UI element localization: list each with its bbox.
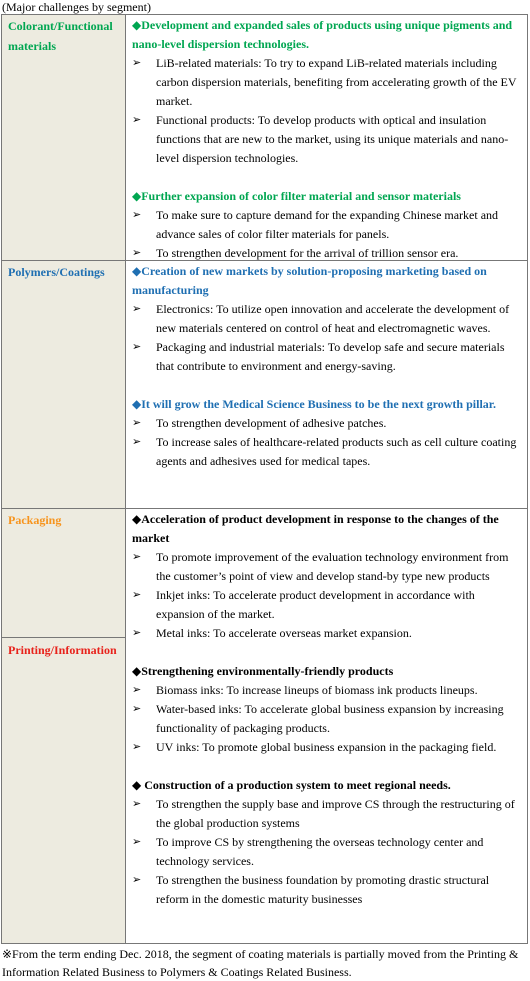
arrow-bullet-icon: ➢ [132, 684, 142, 696]
colorant-content [132, 16, 524, 263]
colorant-heading-2: ◆Further expansion of color filter material and sensor materials [132, 189, 461, 203]
list-item: ➢ To strengthen the business foundation by promoting drastic structural reform in the domestic maturity businesses [132, 873, 490, 906]
shared-heading-2: ◆Strengthening environmentally-friendly products [132, 664, 394, 678]
arrow-bullet-icon: ➢ [132, 741, 142, 753]
arrow-bullet-icon: ➢ [132, 57, 142, 69]
segment-label-colorant: Colorant/Functional materials [8, 19, 113, 53]
list-item: ➢ To make sure to capture demand for the expanding Chinese market and advance sales of color filter materials for panels. [132, 208, 499, 241]
row-divider [2, 637, 126, 638]
segment-label-printing: Printing/Information [8, 643, 117, 657]
segment-label-polymers: Polymers/Coatings [8, 265, 105, 279]
list-item: ➢ Packaging and industrial materials: To develop safe and secure materials that contribute to environment and energy-saving. [132, 340, 505, 373]
polymers-heading-1: ◆Creation of new markets by solution-proposing marketing based on manufacturing [132, 264, 487, 297]
row-divider [2, 508, 527, 509]
arrow-bullet-icon: ➢ [132, 436, 142, 448]
arrow-bullet-icon: ➢ [132, 551, 142, 563]
polymers-heading-2: ◆It will grow the Medical Science Business to be the next growth pillar. [132, 397, 496, 411]
polymers-content [132, 262, 524, 471]
arrow-bullet-icon: ➢ [132, 303, 142, 315]
list-item: ➢ LiB-related materials: To try to expand LiB-related materials including carbon dispersion materials, benefiting from accelerating growth of the EV market. [132, 56, 517, 108]
list-item: ➢ Biomass inks: To increase lineups of biomass ink products lineups. [132, 681, 524, 700]
list-item: ➢ To strengthen development for the arrival of trillion sensor era. [132, 244, 524, 263]
list-item: ➢ UV inks: To promote global business expansion in the packaging field. [132, 738, 524, 757]
shared-heading-3: ◆ Construction of a production system to meet regional needs. [132, 778, 451, 792]
arrow-bullet-icon: ➢ [132, 417, 142, 429]
shared-heading-1: ◆Acceleration of product development in response to the changes of the market [132, 512, 499, 545]
arrow-bullet-icon: ➢ [132, 341, 142, 353]
arrow-bullet-icon: ➢ [132, 627, 142, 639]
challenges-table [1, 14, 528, 944]
list-item: ➢ Inkjet inks: To accelerate product development in accordance with expansion of the market. [132, 588, 475, 621]
arrow-bullet-icon: ➢ [132, 798, 142, 810]
list-item: ➢ Electronics: To utilize open innovation and accelerate the development of new materials centered on control of heat and electromagnetic waves. [132, 302, 510, 335]
list-item: ➢ To strengthen development of adhesive patches. [132, 414, 524, 433]
list-item: ➢ To strengthen the supply base and improve CS through the restructuring of the global production systems [132, 797, 515, 830]
list-item: ➢ To increase sales of healthcare-related products such as cell culture coating agents and adhesives used for medical tapes. [132, 435, 517, 468]
list-item: ➢ Metal inks: To accelerate overseas market expansion. [132, 624, 524, 643]
packaging-printing-content [132, 510, 524, 909]
arrow-bullet-icon: ➢ [132, 874, 142, 886]
segment-column [2, 15, 126, 943]
arrow-bullet-icon: ➢ [132, 703, 142, 715]
list-item: ➢ Functional products: To develop products with optical and insulation functions that are new to the market, using its unique materials and nano-level dispersion technologies. [132, 113, 509, 165]
arrow-bullet-icon: ➢ [132, 209, 142, 221]
table-caption: (Major challenges by segment) [2, 0, 151, 14]
list-item: ➢ To improve CS by strengthening the overseas technology center and technology services. [132, 835, 484, 868]
segment-label-packaging: Packaging [8, 513, 62, 527]
arrow-bullet-icon: ➢ [132, 589, 142, 601]
arrow-bullet-icon: ➢ [132, 836, 142, 848]
list-item: ➢ To promote improvement of the evaluation technology environment from the customer’s point of view and develop stand-by type new products [132, 550, 509, 583]
colorant-heading-1: ◆Development and expanded sales of products using unique pigments and nano-level dispersion technologies. [132, 18, 513, 51]
arrow-bullet-icon: ➢ [132, 247, 142, 259]
list-item: ➢ Water-based inks: To accelerate global business expansion by increasing functionality of packaging products. [132, 702, 504, 735]
footnote: ※From the term ending Dec. 2018, the segment of coating materials is partially moved from the Printing & Information Related Business to Polymers & Coatings Related Business. [2, 947, 519, 979]
arrow-bullet-icon: ➢ [132, 114, 142, 126]
